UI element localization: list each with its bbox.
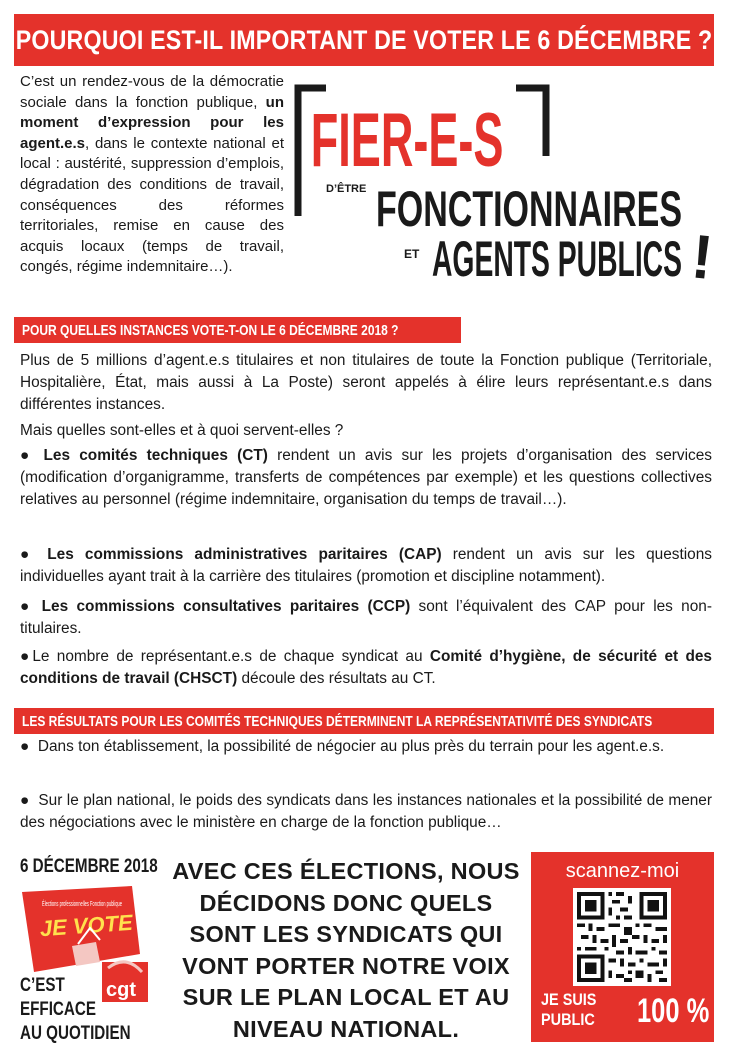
hundred-percent [637,992,733,1031]
bullet-ccp: ● Les commissions consultatives paritaires (CCP) sont l’équivalent des CAP pour les non-titulaires. [20,598,712,637]
statement-line-3: SONT LES SYNDICATS QUI [189,921,503,947]
statement-line-5: SUR LE PLAN LOCAL ET AU [182,984,510,1010]
footer-statement [168,856,524,1045]
resultats-bullet-1: ● Dans ton établissement, la possibilité de négocier au plus près du terrain pour les agent.e.s. [20,738,665,755]
bullet-ct-text: rendent un avis sur les projets d’organisation des services (modification d’organigramme, transferts de compétences par exemple) et les questions collectives relatives au personnel (régime indemnitaire, organisation du temps de travail…). [20,447,712,508]
logo-exclaim: ! [688,222,717,294]
efficace-line-1: C’EST [20,975,65,996]
intro-text-bold: un moment d’expression pour les agent.e.s [20,93,284,152]
footer-vote-badge-block [20,856,181,1046]
hundred-percent-text: 100 % [637,992,710,1030]
je-suis-public [541,990,606,1030]
bullet-ccp-text: sont l’équivalent des CAP pour les non-titulaires. [20,598,712,637]
scan-label: scannez-moi [565,860,680,882]
statement-line-2: DÉCIDONS DONC QUELS [199,889,493,916]
logo-detre: D’ÊTRE [326,183,367,195]
logo-fiers: FIER-E-S [310,97,504,183]
resultats-bullet-1-text: Dans ton établissement, la possibilité de négocier au plus près du terrain pour les agent.e.s. [37,738,665,755]
intro-text-start: C’est un rendez-vous de la démocratie sociale dans la fonction publique, [20,73,284,111]
bullet-chsct-pre: Le nombre de représentant.e.s de chaque syndicat au [32,648,430,665]
instances-paragraph-1: Plus de 5 millions d’agent.e.s titulaires et non titulaires de toute la Fonction publique (Territoriale, Hospitalière, État, mais aussi à La Poste) seront appelés à élire leurs représentant.e.s dans différentes instances. [20,352,712,413]
bullet-cap-bold: Les commissions administratives paritaires (CAP) [47,546,442,563]
badge-small-text: Élections professionnelles Fonction publique [42,901,181,908]
bullet-ct: ● Les comités techniques (CT) rendent un avis sur les projets d’organisation des services (modification d’organigramme, transferts de compétences par exemple) et les questions collectives relatives au personnel (régime indemnitaire, organisation du temps de travail…). [20,447,712,508]
qr-code-panel[interactable] [531,852,714,1042]
intro-text-end: , dans le contexte national et local : austérité, suppression d’emplois, dégradation des conditions de travail, conséquences des réformes territoriales, remise en cause des acquis locaux (temps de travail, congés, régime indemnitaire…). [20,134,284,276]
je-suis-line-1: JE SUIS [541,990,597,1009]
efficace-line-2: EFFICACE [20,999,96,1020]
instances-paragraph-2: Mais quelles sont-elles et à quoi servent-elles ? [20,422,344,439]
statement-line-4: VONT PORTER NOTRE VOIX [182,952,510,979]
bullet-cap: ● Les commissions administratives paritaires (CAP) rendent un avis sur les questions individuelles ayant trait à la carrière des titulaires (promotion et discipline notamment). [20,546,712,585]
intro-paragraph [20,72,284,278]
bullet-chsct-bold: Comité d’hygiène, de sécurité et des conditions de travail (CHSCT) [20,648,712,687]
section-heading-instances [14,317,461,343]
statement-line-1: AVEC CES ÉLECTIONS, NOUS [172,858,520,884]
logo-fonctionnaires: FONCTIONNAIRES [376,181,682,237]
efficace-line-3: AU QUOTIDIEN [20,1023,131,1044]
bullet-ccp-bold: Les commissions consultatives paritaires (CCP) [41,598,411,615]
statement-line-6: NIVEAU NATIONAL. [232,1015,460,1042]
logo-agents-publics: AGENTS PUBLICS [432,231,682,287]
section-heading-resultats [14,708,714,734]
bullet-cap-text: rendent un avis sur les questions individuelles ayant trait à la carrière des titulaires (promotion et discipline notamment). [20,546,712,585]
fiers-logo [296,86,716,296]
page-title-banner [14,14,714,66]
badge-je-vote: JE VOTE [39,909,134,942]
je-suis-line-2: PUBLIC [541,1010,595,1029]
logo-et: ET [404,247,420,261]
page-title: POURQUOI EST-IL IMPORTANT DE VOTER LE 6 DÉCEMBRE ? [15,24,713,55]
bullet-chsct: ●Le nombre de représentant.e.s de chaque syndicat au Comité d’hygiène, de sécurité et des conditions de travail (CHSCT) découle des résultats au CT. [20,648,712,687]
election-date [20,856,160,878]
bullet-ct-bold: Les comités techniques (CT) [43,447,268,464]
resultats-bullet-2: ● Sur le plan national, le poids des syndicats dans les instances nationales et la possibilité de mener des négociations avec le ministère en charge de la fonction publique… [20,792,712,831]
election-date-text: 6 DÉCEMBRE 2018 [20,856,158,877]
instances-heading-text: POUR QUELLES INSTANCES VOTE-T-ON LE 6 DÉCEMBRE 2018 ? [22,321,399,339]
bullet-chsct-text: découle des résultats au CT. [237,670,436,687]
resultats-heading-text: LES RÉSULTATS POUR LES COMITÉS TECHNIQUES DÉTERMINENT LA REPRÉSENTATIVITÉ DES SYNDICATS [22,712,653,730]
resultats-bullet-2-text: Sur le plan national, le poids des syndicats dans les instances nationales et la possibilité de mener des négociations avec le ministère en charge de la fonction publique… [20,792,712,831]
qr-code-icon[interactable] [573,888,671,986]
cgt-logo: cgt [106,979,136,1001]
